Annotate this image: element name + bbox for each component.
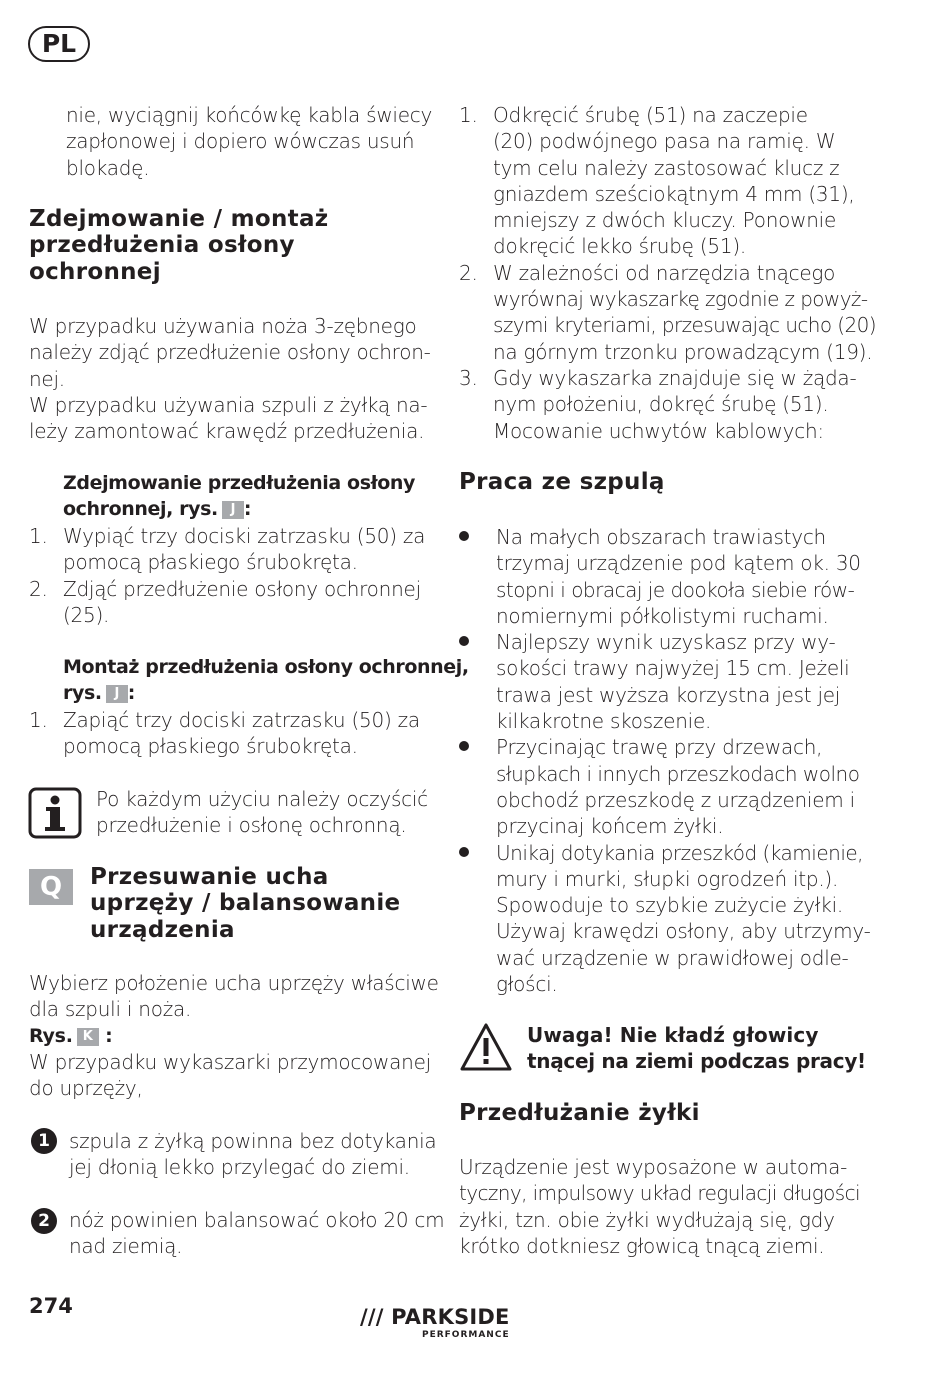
list-item: Na małych obszarach trawiastych trzymaj urządzenie pod kątem ok. 30 stopni i obracaj je dookoła siebie rów- nomiernymi półkolistymi ruchami.: [459, 524, 871, 629]
bullet-icon: [459, 847, 469, 857]
list-item: 3. Gdy wykaszarka znajduje się w żąda- nym położeniu, dokręć śrubę (51). Mocowanie uchwytów kablowych:: [459, 365, 857, 443]
heading-harness-balance: Przesuwanie ucha uprzęży / balansowanie urządzenia: [90, 864, 401, 943]
remove-steps-list: [29, 523, 425, 628]
bullet-icon: [459, 636, 469, 646]
heading-remove-extension: Zdejmowanie / montaż przedłużenia osłony ochronnej: [29, 206, 329, 285]
mount-steps-list: [29, 707, 420, 760]
list-item: 2. W zależności od narzędzia tnącego wyrównaj wykaszarkę zgodnie z powyż- szymi kryteriami, przesuwając ucho (20) na górnym trzonku prowadzącym (19).: [459, 260, 876, 364]
brand-name: /// PARKSIDE: [360, 1305, 510, 1329]
list-item: 1. Wypiąć trzy dociski zatrzasku (50) za pomocą płaskiego śrubokręta.: [29, 524, 426, 575]
list-item: Unikaj dotykania przeszkód (kamienie, mury i murki, słupki ogrodzeń itp.). Spowoduje to szybkie zużycie żyłki. Używaj krawędzi osłony, aby utrzymy- wać urządzenie w prawidłowej odle- głości.: [459, 840, 871, 998]
heading-line-extension: Przedłużanie żyłki: [459, 1100, 700, 1126]
bullet-icon: [459, 531, 469, 541]
warning-icon: [459, 1022, 513, 1072]
subheading-remove: Zdejmowanie przedłużenia osłony ochronnej, rys. J :: [63, 472, 416, 521]
figure-tag: J: [106, 685, 128, 703]
number-1-icon: 1: [31, 1128, 57, 1154]
remove-extension-paragraph: W przypadku używania noża 3-zębnego należy zdjąć przedłużenie osłony ochron- nej. W przypadku używania szpuli z żyłką na- leży zamontować krawędź przedłużenia.: [29, 314, 431, 444]
parkside-logo: [360, 1305, 510, 1340]
subheading-mount: Montaż przedłużenia osłony ochronnej, rys. J :: [63, 656, 469, 705]
heading-spool-work: Praca ze szpulą: [459, 469, 665, 495]
harness-paragraph: Wybierz położenie ucha uprzęży właściwe dla szpuli i noża. Rys. K : W przypadku wykaszarki przymocowanej do uprzęży,: [29, 971, 439, 1101]
figure-tag: K: [77, 1028, 99, 1046]
figure-tag: J: [222, 501, 244, 519]
section-q-marker: Q: [29, 869, 73, 905]
intro-paragraph: nie, wyciągnij końcówkę kabla świecy zapłonowej i dopiero wówczas usuń blokadę.: [66, 103, 433, 180]
balance-item-blade: nóż powinien balansować około 20 cm nad ziemią.: [69, 1208, 445, 1259]
info-icon: [28, 787, 82, 839]
info-note: Po każdym użyciu należy oczyścić przedłużenie i osłonę ochronną.: [96, 787, 428, 838]
brand-sub: PERFORMANCE: [421, 1330, 510, 1340]
harness-steps-list: [459, 102, 876, 444]
balance-item-spool: szpula z żyłką powinna bez dotykania jej dłonią lekko przylegać do ziemi.: [69, 1129, 437, 1180]
page-number: 274: [29, 1294, 73, 1318]
list-item: 2. Zdjąć przedłużenie osłony ochronnej (25).: [29, 576, 421, 627]
bullet-icon: [459, 741, 469, 751]
language-badge: PL: [28, 26, 90, 62]
number-2-icon: 2: [31, 1208, 57, 1234]
list-item: 1. Odkręcić śrubę (51) na zaczepie (20) podwójnego pasa na ramię. W tym celu należy zastosować klucz z gniazdem sześciokątnym 4 mm (31), mniejszy z dwóch kluczy. Ponownie dokręcić lekko śrubę (51).: [459, 103, 855, 259]
list-item: 1. Zapiąć trzy dociski zatrzasku (50) za pomocą płaskiego śrubokręta.: [29, 708, 420, 759]
list-item: Najlepszy wynik uzyskasz przy wy- sokości trawy najwyżej 15 cm. Jeżeli trawa jest wyższa korzystna jest jej kilkakrotne skoszenie.: [459, 629, 871, 734]
warning-text: Uwaga! Nie kładź głowicy tnącej na ziemi podczas pracy!: [527, 1023, 866, 1074]
line-extension-paragraph: Urządzenie jest wyposażone w automa- tyczny, impulsowy układ regulacji długości żyłki, tzn. obie żyłki wydłużają się, gdy krótko dotkniesz głowicą tnącą ziemi.: [459, 1155, 860, 1258]
list-item: Przycinając trawę przy drzewach, słupkach i innych przeszkodach wolno obchodź przeszkodę z urządzeniem i przycinaj końcem żyłki.: [459, 734, 871, 839]
spool-bullet-list: [459, 524, 871, 997]
